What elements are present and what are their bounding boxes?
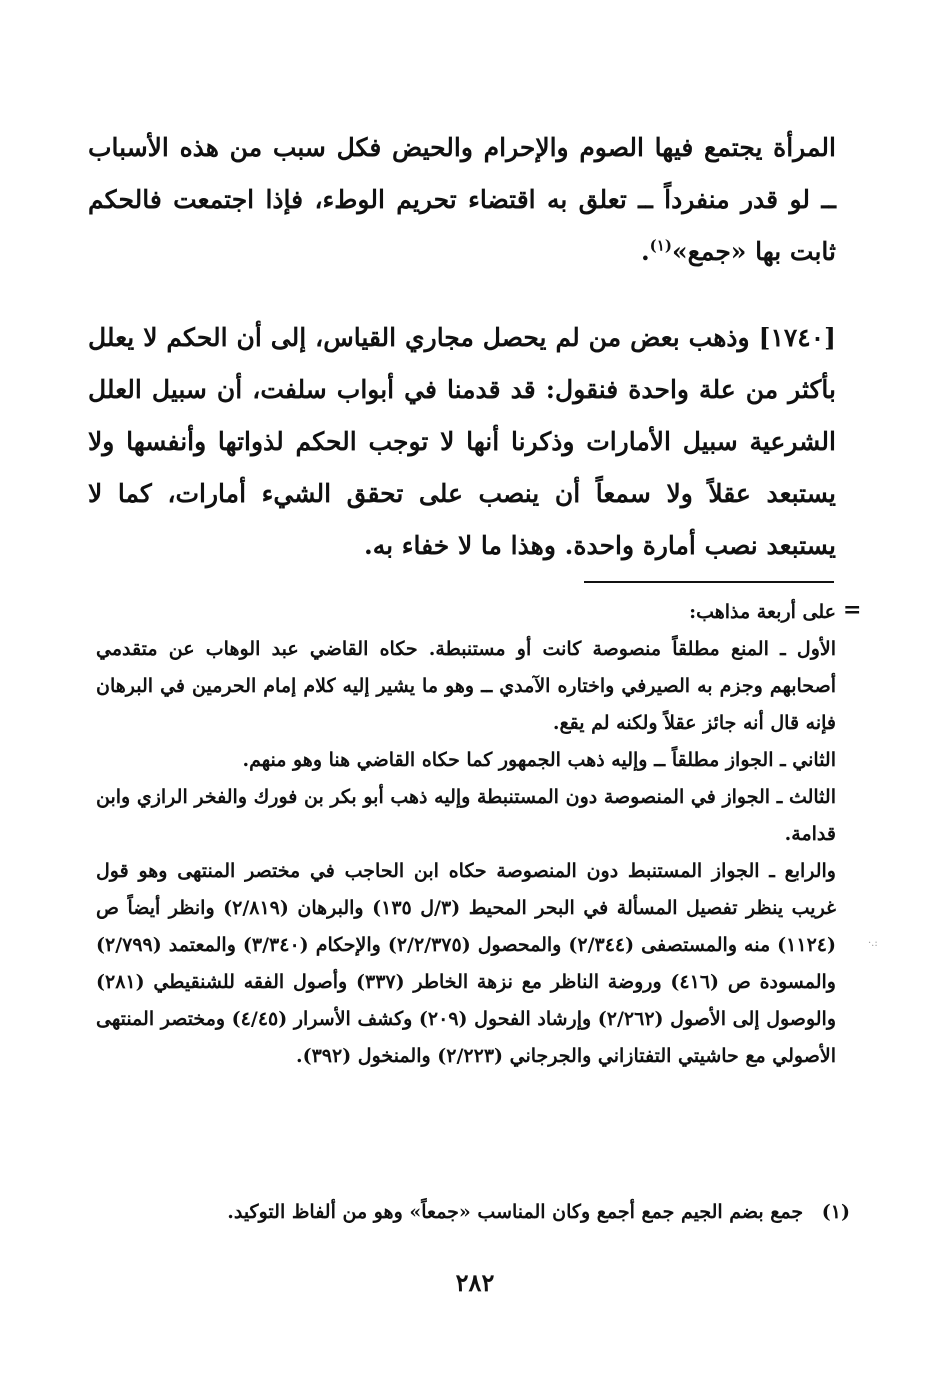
footnote-line: الثاني ـ الجواز مطلقاً ــ وإليه ذهب الجمهور كما حكاه القاضي هنا وهو منهم.: [242, 749, 836, 771]
footnote-1-text: جمع بضم الجيم جمع أجمع وكان المناسب «جمعاً» وهو من ألفاظ التوكيد.: [227, 1201, 804, 1223]
footnote-line: على أربعة مذاهب:: [689, 601, 836, 623]
paragraph-1-end: .: [640, 237, 650, 266]
body-paragraph-1: [88, 122, 836, 278]
footnote-line: الأول ـ المنع مطلقاً منصوصة كانت أو مستنبطة. حكاه القاضي عبد الوهاب عن متقدمي أصحابهم وجزم به الصيرفي واختاره الآمدي ــ وهو ما يشير إليه كلام إمام الحرمين في البرهان فإنه قال أنه جائز عقلاً ولكنه لم يقع.: [96, 638, 836, 734]
footnote-separator-rule: [584, 581, 834, 583]
footnote-1: [150, 1197, 850, 1227]
paragraph-1-text: المرأة يجتمع فيها الصوم والإحرام والحيض فكل سبب من هذه الأسباب ــ لو قدر منفرداً ــ تعلق به اقتضاء تحريم الوطء، فإذا اجتمعت فالحكم ثابت بها «جمع»: [88, 133, 836, 266]
scan-specks: ·.:: [868, 938, 878, 949]
footnote-1-number: (١): [821, 1201, 850, 1223]
page-number: ٢٨٢: [455, 1268, 495, 1297]
paragraph-number: [١٧٤٠]: [758, 323, 836, 352]
footnote-line: الثالث ـ الجواز في المنصوصة دون المستنبطة وإليه ذهب أبو بكر بن فورك والفخر الرازي وابن قدامة.: [96, 786, 836, 845]
body-paragraph-2: [88, 312, 836, 572]
footnotes-block: [96, 594, 836, 1075]
footnote-continuation-mark: =: [843, 597, 862, 623]
footnote-reference-1[interactable]: (١): [649, 236, 672, 255]
footnote-line: والرابع ـ الجواز المستنبط دون المنصوصة حكاه ابن الحاجب في مختصر المنتهى وهو قول غريب ينظر تفصيل المسألة في البحر المحيط (٣/ل ١٣٥) والبرهان (٢/٨١٩) وانظر أيضاً ص (١١٢٤) منه والمستصفى (٢/٣٤٤) والمحصول (٢/٢/٣٧٥) والإحكام (٣/٣٤٠) والمعتمد (٢/٧٩٩) والمسودة ص (٤١٦) وروضة الناظر مع نزهة الخاطر (٣٣٧) وأصول الفقه للشنقيطي (٢٨١) والوصول إلى الأصول (٢/٢٦٢) وإرشاد الفحول (٢٠٩) وكشف الأسرار (٤/٤٥) ومختصر المنتهى الأصولي مع حاشيتي التفتازاني والجرجاني (٢/٢٢٣) والمنخول (٣٩٢).: [96, 860, 837, 1067]
paragraph-2-text: وذهب بعض من لم يحصل مجاري القياس، إلى أن الحكم لا يعلل بأكثر من علة واحدة فنقول: قد قدمنا في أبواب سلفت، أن سبيل العلل الشرعية سبيل الأمارات وذكرنا أنها لا توجب الحكم لذواتها وأنفسها ولا يستبعد عقلاً ولا سمعاً أن ينصب على تحقق الشيء أمارات، كما لا يستبعد نصب أمارة واحدة. وهذا ما لا خفاء به.: [88, 323, 836, 560]
